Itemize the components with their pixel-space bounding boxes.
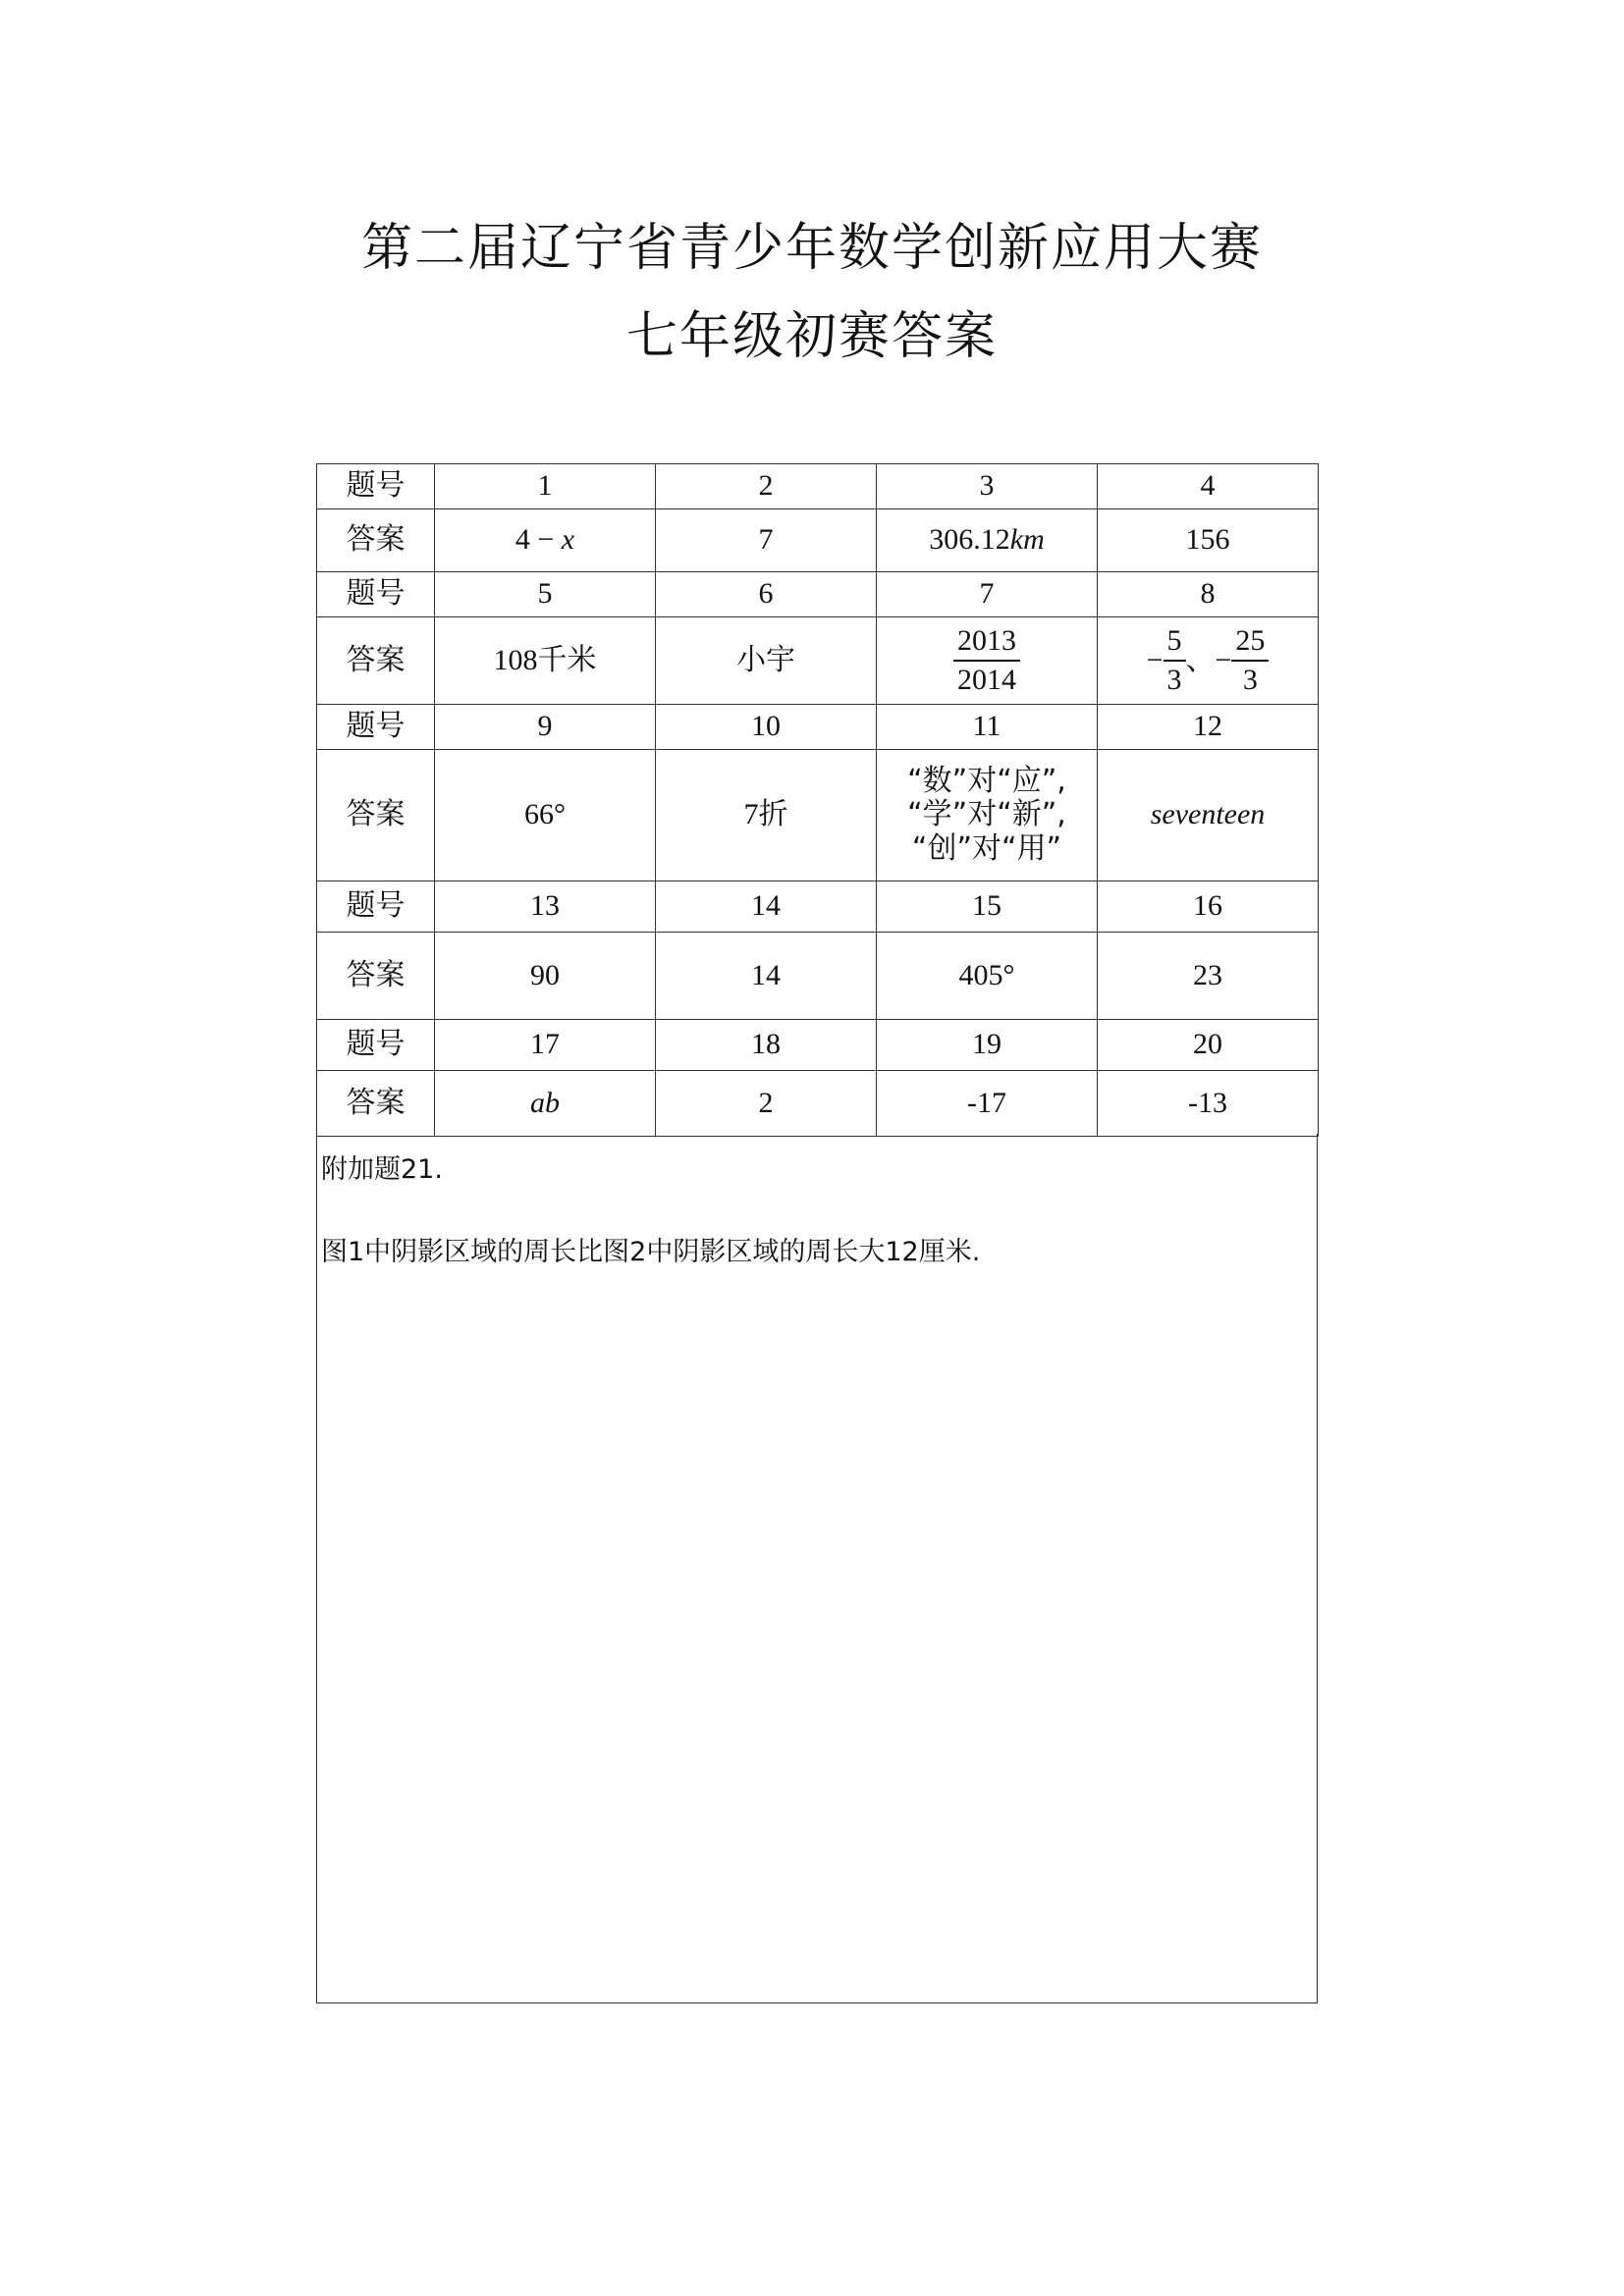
- fraction-numerator: 25: [1231, 622, 1269, 662]
- question-number: 9: [435, 705, 656, 750]
- answer-cell-13: 90: [435, 933, 656, 1020]
- minus-sign: −: [1146, 643, 1164, 676]
- question-number: 15: [877, 881, 1098, 933]
- fraction-denominator: 2014: [957, 664, 1016, 696]
- answer-label: 答案: [317, 617, 435, 705]
- question-number: 20: [1098, 1020, 1319, 1071]
- answer-cell-16: 23: [1098, 933, 1319, 1020]
- answer-cell-10: 7折: [656, 750, 877, 881]
- question-number: 1: [435, 464, 656, 509]
- answer-cell-11: [877, 750, 1098, 881]
- answer-row: [317, 509, 1319, 572]
- fraction-denominator: 3: [1166, 664, 1182, 696]
- fraction-denominator: 3: [1242, 664, 1258, 696]
- answer-cell-6: 小宇: [656, 617, 877, 705]
- page-title: 第二届辽宁省青少年数学创新应用大赛: [360, 219, 1263, 278]
- question-number: 2: [656, 464, 877, 509]
- answer-3-value: 306.12: [929, 523, 1010, 557]
- answer-cell-20: -13: [1098, 1071, 1319, 1137]
- question-number: 13: [435, 881, 656, 933]
- question-number: 4: [1098, 464, 1319, 509]
- answer-label: 答案: [317, 509, 435, 572]
- extra-question-box: [316, 1134, 1318, 2003]
- answer-cell-3: [877, 509, 1098, 572]
- extra-question-answer: 图1中阴影区域的周长比图2中阴影区域的周长大12厘米.: [321, 1237, 981, 1267]
- fraction: [1164, 622, 1186, 699]
- fraction: [1231, 622, 1269, 699]
- answer-cell-12: seventeen: [1098, 750, 1319, 881]
- question-label: 题号: [317, 572, 435, 617]
- extra-question-label: 附加题21.: [321, 1154, 443, 1185]
- fraction: [953, 622, 1020, 699]
- question-row: [317, 881, 1319, 933]
- answer-11-line: “数”对“应”,: [907, 763, 1066, 798]
- question-label: 题号: [317, 464, 435, 509]
- question-number: 8: [1098, 572, 1319, 617]
- answer-cell-1: [435, 509, 656, 572]
- fraction-numerator: 5: [1164, 622, 1186, 662]
- fraction-numerator: 2013: [953, 622, 1020, 662]
- question-number: 5: [435, 572, 656, 617]
- answer-cell-9: 66°: [435, 750, 656, 881]
- answer-cell-14: 14: [656, 933, 877, 1020]
- answer-table: [316, 463, 1319, 1137]
- answer-cell-18: 2: [656, 1071, 877, 1137]
- answer-cell-4: 156: [1098, 509, 1319, 572]
- answer-row: [317, 617, 1319, 705]
- question-number: 7: [877, 572, 1098, 617]
- question-label: 题号: [317, 1020, 435, 1071]
- question-number: 11: [877, 705, 1098, 750]
- question-number: 3: [877, 464, 1098, 509]
- question-number: 14: [656, 881, 877, 933]
- answer-1-a: 4: [514, 523, 530, 557]
- answer-cell-19: -17: [877, 1071, 1098, 1137]
- question-number: 6: [656, 572, 877, 617]
- answer-1-var: x: [561, 523, 575, 557]
- answer-cell-15: 405°: [877, 933, 1098, 1020]
- question-number: 19: [877, 1020, 1098, 1071]
- answer-cell-8: [1098, 617, 1319, 705]
- answer-row: [317, 1071, 1319, 1137]
- question-number: 10: [656, 705, 877, 750]
- question-number: 17: [435, 1020, 656, 1071]
- answer-11-line: “学”对“新”,: [907, 797, 1066, 832]
- answer-cell-7: [877, 617, 1098, 705]
- answer-row: [317, 750, 1319, 881]
- answer-label: 答案: [317, 933, 435, 1020]
- answer-cell-2: 7: [656, 509, 877, 572]
- question-row: [317, 572, 1319, 617]
- question-number: 12: [1098, 705, 1319, 750]
- answer-row: [317, 933, 1319, 1020]
- answer-label: 答案: [317, 750, 435, 881]
- answer-cell-17: ab: [435, 1071, 656, 1137]
- answer-cell-5: 108千米: [435, 617, 656, 705]
- minus-sign: −: [1215, 643, 1232, 676]
- question-row: [317, 464, 1319, 509]
- question-label: 题号: [317, 705, 435, 750]
- question-row: [317, 705, 1319, 750]
- answer-1-op: −: [529, 523, 562, 557]
- question-number: 16: [1098, 881, 1319, 933]
- question-row: [317, 1020, 1319, 1071]
- question-number: 18: [656, 1020, 877, 1071]
- page-subtitle: 七年级初赛答案: [625, 307, 998, 366]
- answer-label: 答案: [317, 1071, 435, 1137]
- answer-3-unit: km: [1009, 523, 1045, 557]
- separator: 、: [1185, 642, 1216, 677]
- answer-11-line: “创”对“用”: [911, 830, 1062, 866]
- question-label: 题号: [317, 881, 435, 933]
